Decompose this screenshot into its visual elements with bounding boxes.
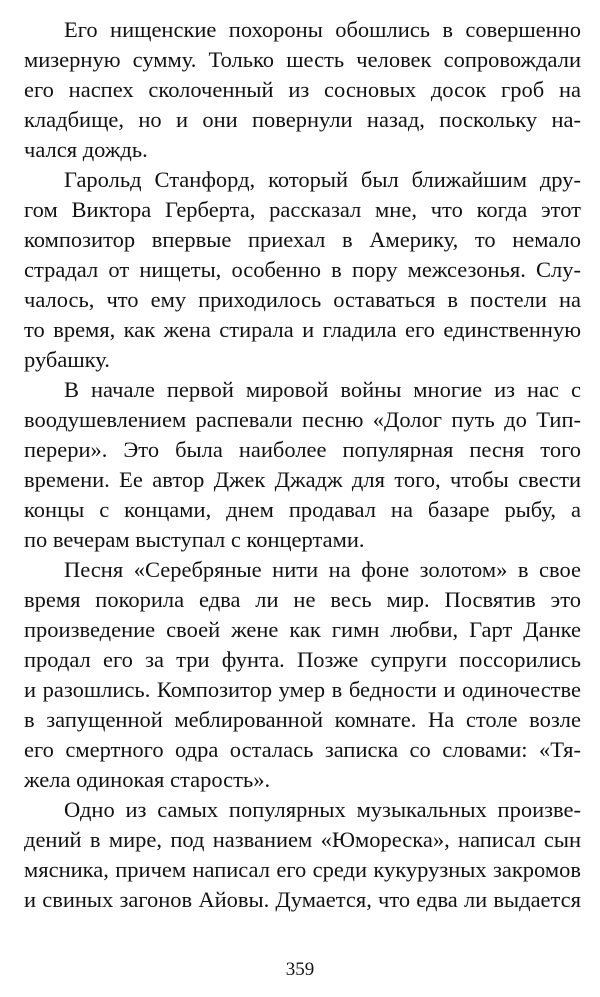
text-line: концы с концами, днем продавал на базаре рыбу, а [24,497,581,522]
text-line: Песня «Серебряные нити на фоне золотом» в свое [64,557,581,582]
paragraph [24,555,581,795]
text-line: мясника, причем написал его среди кукурузных закромов [24,857,581,882]
text-line: перери». Это была наиболее популярная песня того [24,437,581,462]
text-line: время покорила едва ли не весь мир. Посвятив это [24,587,581,612]
text-line: страдал от нищеты, особенно в пору межсезонья. Слу- [24,257,581,282]
paragraph [24,795,581,915]
page-number: 359 [285,959,315,980]
text-line: продал его за три фунта. Позже супруги поссорились [24,647,581,672]
text-line: мизерную сумму. Только шесть человек сопровождали [24,47,581,72]
text-line: и свиных загонов Айовы. Думается, что едва ли выдается [24,887,581,912]
text-line: Гарольд Станфорд, который был ближайшим дру- [64,167,581,192]
paragraph [24,375,581,555]
text-line: его смертного одра осталась записка со словами: «Тя- [24,737,581,762]
text-line: гом Виктора Герберта, рассказал мне, что когда этот [24,197,581,222]
text-line: жела одинокая старость». [24,767,271,792]
text-line: по вечерам выступал с концертами. [24,527,365,552]
text-line: то время, как жена стирала и гладила его единственную [24,317,581,342]
text-line: и разошлись. Композитор умер в бедности и одиночестве [24,677,581,702]
text-line: чалось, что ему приходилось оставаться в постели на [24,287,581,312]
text-line: произведение своей жене как гимн любви, Гарт Данке [24,617,581,642]
text-line: времени. Ее автор Джек Джадж для того, чтобы свести [24,467,581,492]
text-line: в запущенной меблированной комнате. На столе возле [24,707,581,732]
text-line: рубашку. [24,347,110,372]
text-line: композитор впервые приехал в Америку, то немало [24,227,581,252]
paragraph [24,15,581,165]
text-line: воодушевлением распевали песню «Долог путь до Тип- [24,407,581,432]
text-line: чался дождь. [24,137,148,162]
text-line: дений в мире, под названием «Юмореска», написал сын [24,827,581,852]
text-line: В начале первой мировой войны многие из нас с [64,377,581,402]
text-line: его наспех сколоченный из сосновых досок гроб на [24,77,581,102]
text-line: Его нищенские похороны обошлись в совершенно [64,17,581,42]
page-text [24,15,581,915]
text-line: Одно из самых популярных музыкальных произве- [64,797,581,822]
paragraph [24,165,581,375]
text-line: кладбище, но и они повернули назад, поскольку на- [24,107,581,132]
